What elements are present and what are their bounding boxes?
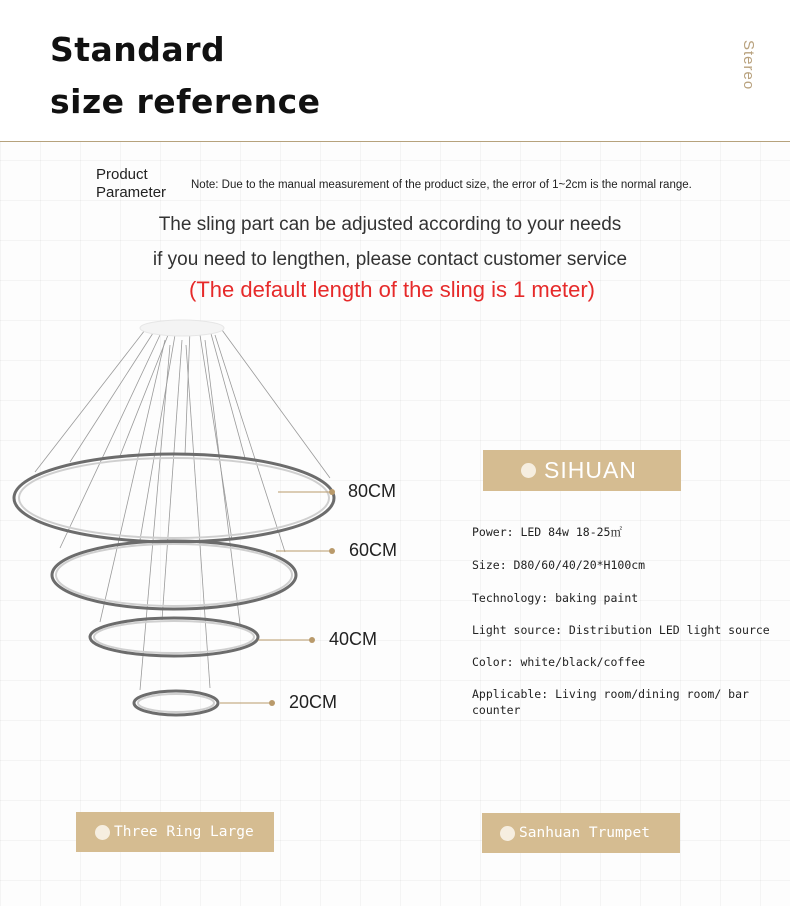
tag-three-ring-large	[76, 812, 274, 852]
spec-color: Color: white/black/coffee	[472, 655, 646, 669]
brand-name: SIHUAN	[544, 457, 637, 483]
brand-badge	[483, 450, 681, 491]
circle-dot-icon	[95, 825, 110, 840]
measurement-note: Note: Due to the manual measurement of the product size, the error of 1~2cm is the normal range.	[191, 179, 692, 191]
tag-left-label: Three Ring Large	[114, 824, 254, 840]
rings	[14, 454, 334, 715]
page-title	[50, 24, 321, 128]
tag-sanhuan-trumpet	[482, 813, 680, 853]
side-text: Stereo	[740, 40, 757, 91]
title-line-2: size reference	[50, 82, 321, 121]
title-line-1: Standard	[50, 30, 226, 69]
spec-size: Size: D80/60/40/20*H100cm	[472, 558, 646, 572]
spec-applicable: Applicable: Living room/dining room/ bar counter	[472, 687, 749, 717]
tag-right-label: Sanhuan Trumpet	[519, 825, 650, 841]
spec-power: Power: LED 84w 18-25㎡	[472, 525, 622, 539]
param-label-line-2: Parameter	[96, 184, 167, 201]
chandelier-illustration	[0, 300, 470, 740]
sling-line-2: if you need to lengthen, please contact customer service	[152, 249, 628, 270]
product-parameter-label	[96, 166, 166, 202]
size-label-40cm: 40CM	[329, 629, 378, 649]
circle-dot-icon	[500, 826, 515, 841]
spec-technology: Technology: baking paint	[472, 591, 639, 605]
circle-dot-icon	[521, 463, 536, 478]
suspension-wires	[35, 330, 330, 690]
header	[0, 0, 790, 142]
param-label-line-1: Product	[96, 166, 148, 183]
size-label-60cm: 60CM	[349, 540, 398, 560]
default-sling-length-note: (The default length of the sling is 1 meter)	[189, 277, 595, 302]
sling-line-1: The sling part can be adjusted according to your needs	[158, 214, 622, 235]
size-label-80cm: 80CM	[348, 481, 397, 501]
spec-light-source: Light source: Distribution LED light source	[472, 623, 770, 637]
ceiling-canopy	[140, 320, 224, 336]
size-label-20cm: 20CM	[289, 692, 338, 712]
